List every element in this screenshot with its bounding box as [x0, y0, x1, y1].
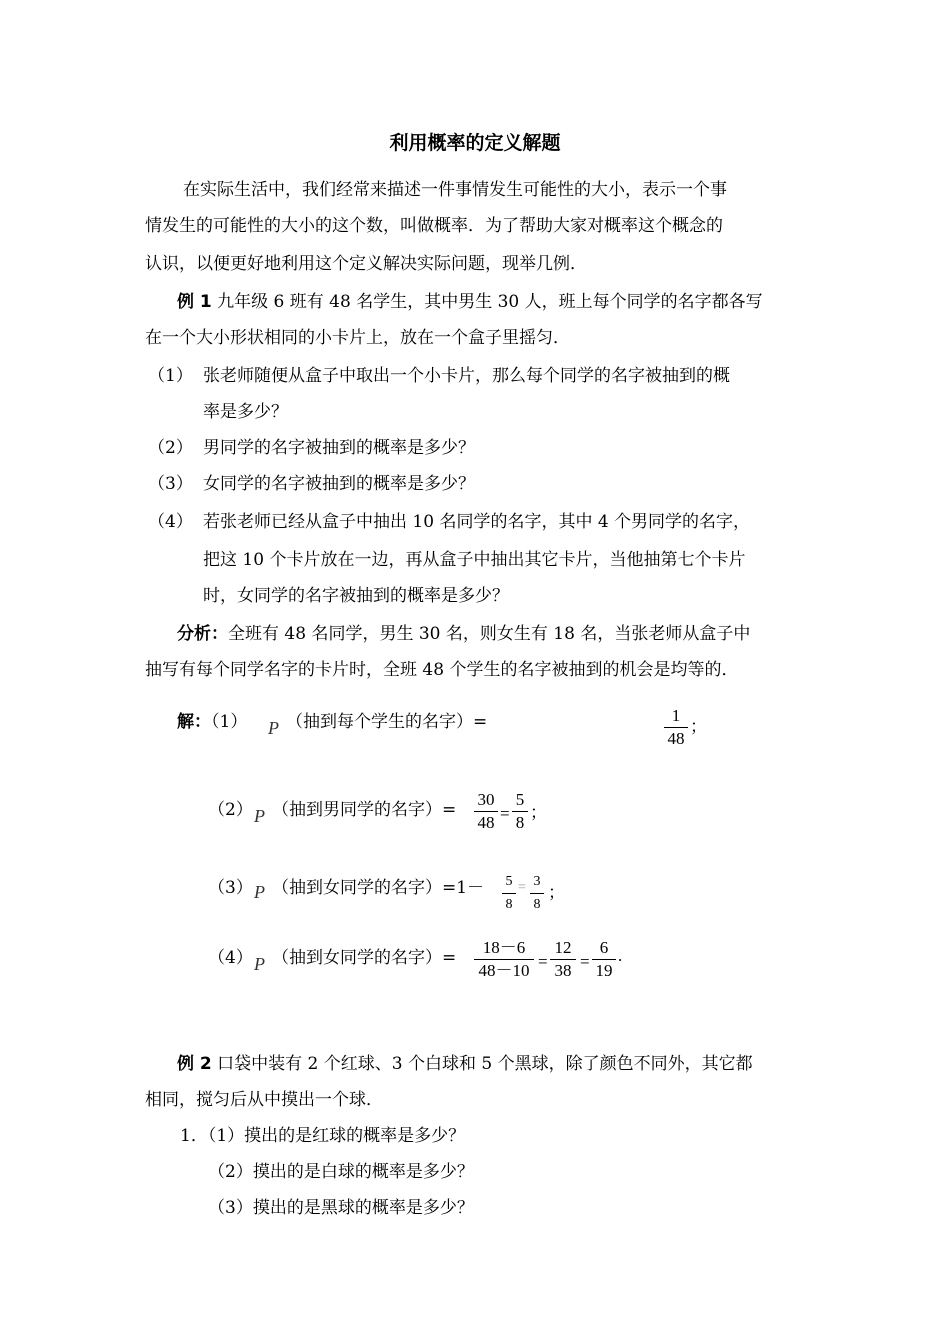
p-symbol-3: P [254, 882, 265, 902]
fraction-18-6-over-48-10 [474, 938, 534, 981]
fraction-denominator: 48 [667, 729, 685, 748]
q4-line-1: 若张老师已经从盒子中抽出 10 名同学的名字，其中 4 个男同学的名字， [203, 512, 751, 532]
fraction-denominator: 38 [554, 961, 572, 980]
analysis-label: 分析： [177, 624, 228, 644]
solution-1-prefix [177, 710, 247, 734]
fraction-numerator: 1 [671, 706, 681, 725]
solution-1-number: （1） [211, 712, 248, 732]
page-title: 利用概率的定义解题 [389, 132, 561, 154]
solution-2-number: （2） [208, 800, 253, 820]
semicolon-2: ； [530, 803, 547, 822]
q1-number: （1） [148, 366, 193, 386]
example2-question-1: 1．（1）摸出的是红球的概率是多少？ [180, 1126, 466, 1146]
intro-line-1: 在实际生活中，我们经常来描述一件事情发生可能性的大小，表示一个事 [183, 180, 727, 200]
analysis-line-1 [177, 622, 750, 646]
equals-sign-4b: = [580, 952, 590, 971]
example2-text-1: 口袋中装有 2 个红球、3 个白球和 5 个黑球，除了颜色不同外，其它都 [211, 1054, 753, 1074]
solution-3-text: （抽到女同学的名字）=1－ [272, 878, 485, 898]
example2-line-2: 相同，搅匀后从中摸出一个球． [145, 1090, 383, 1110]
fraction-12-over-38 [550, 938, 576, 981]
fraction-3-over-8 [530, 872, 544, 915]
fraction-denominator: 48－10 [478, 961, 530, 980]
q1-line-1: 张老师随便从盒子中取出一个小卡片，那么每个同学的名字被抽到的概 [203, 366, 730, 386]
solution-4-number: （4） [208, 948, 253, 968]
fraction-bar [512, 811, 528, 812]
q2-line-1: 男同学的名字被抽到的概率是多少？ [203, 438, 475, 458]
fraction-bar [592, 959, 616, 960]
fraction-5-over-8 [512, 790, 528, 833]
q4-line-3: 时，女同学的名字被抽到的概率是多少？ [203, 586, 509, 606]
example2-line-1 [177, 1052, 753, 1076]
p-symbol-1: P [268, 718, 279, 738]
solution-3-number: （3） [208, 878, 253, 898]
q1-line-2: 率是多少？ [203, 402, 288, 422]
fraction-denominator: 8 [505, 897, 513, 912]
fraction-bar [474, 811, 498, 812]
q4-number: （4） [148, 512, 193, 532]
analysis-line-2: 抽写有每个同学名字的卡片时，全班 48 个学生的名字被抽到的机会是均等的． [145, 660, 739, 680]
example2-question-2: （2）摸出的是白球的概率是多少？ [208, 1162, 474, 1182]
semicolon-1: ； [690, 717, 707, 736]
semicolon-3: ； [548, 883, 565, 902]
fraction-5-over-8-b [502, 872, 516, 915]
example2-label: 例 2 [177, 1054, 212, 1074]
fraction-bar [502, 893, 516, 894]
fraction-numerator: 30 [477, 790, 495, 809]
fraction-bar [530, 893, 544, 894]
p-symbol-4: P [254, 954, 265, 974]
q2-number: （2） [148, 438, 193, 458]
example1-line-1 [177, 290, 763, 314]
fraction-numerator: 3 [533, 874, 541, 889]
q3-line-1: 女同学的名字被抽到的概率是多少？ [203, 474, 475, 494]
fraction-numerator: 18－6 [482, 938, 526, 957]
equals-sign-4a: = [538, 952, 548, 971]
fraction-30-over-48 [474, 790, 498, 833]
q4-line-2: 把这 10 个卡片放在一边，再从盒子中抽出其它卡片，当他抽第七个卡片 [203, 550, 746, 570]
intro-line-2: 情发生的可能性的大小的这个数，叫做概率．为了帮助大家对概率这个概念的 [145, 216, 723, 236]
equals-sign-2: = [500, 804, 510, 823]
fraction-denominator: 19 [595, 961, 613, 980]
solution-2-text: （抽到男同学的名字）= [272, 800, 457, 820]
solution-4-text: （抽到女同学的名字）= [272, 948, 457, 968]
period-4: . [618, 946, 623, 965]
fraction-numerator: 5 [515, 790, 525, 809]
p-symbol-2: P [254, 806, 265, 826]
intro-line-3: 认识，以便更好地利用这个定义解决实际问题，现举几例． [145, 254, 587, 274]
equals-sign-3: = [518, 880, 526, 895]
example1-text-1: 九年级 6 班有 48 名学生，其中男生 30 人，班上每个同学的名字都各写 [211, 292, 763, 312]
fraction-denominator: 8 [515, 813, 525, 832]
example1-line-2: 在一个大小形状相同的小卡片上，放在一个盒子里摇匀． [145, 328, 570, 348]
fraction-numerator: 6 [599, 938, 609, 957]
solution-label: 解： [177, 712, 211, 732]
example1-label: 例 1 [177, 292, 212, 312]
fraction-bar [664, 727, 688, 728]
fraction-denominator: 8 [533, 897, 541, 912]
fraction-denominator: 48 [477, 813, 495, 832]
fraction-bar [474, 959, 534, 960]
q3-number: （3） [148, 474, 193, 494]
fraction-1-over-48 [664, 706, 688, 749]
fraction-6-over-19 [592, 938, 616, 981]
solution-1-text: （抽到每个学生的名字）= [286, 712, 488, 732]
analysis-text-1: 全班有 48 名同学，男生 30 名，则女生有 18 名，当张老师从盒子中 [228, 624, 751, 644]
example2-question-3: （3）摸出的是黑球的概率是多少？ [208, 1198, 474, 1218]
fraction-numerator: 12 [554, 938, 572, 957]
fraction-numerator: 5 [505, 874, 513, 889]
fraction-bar [550, 959, 576, 960]
